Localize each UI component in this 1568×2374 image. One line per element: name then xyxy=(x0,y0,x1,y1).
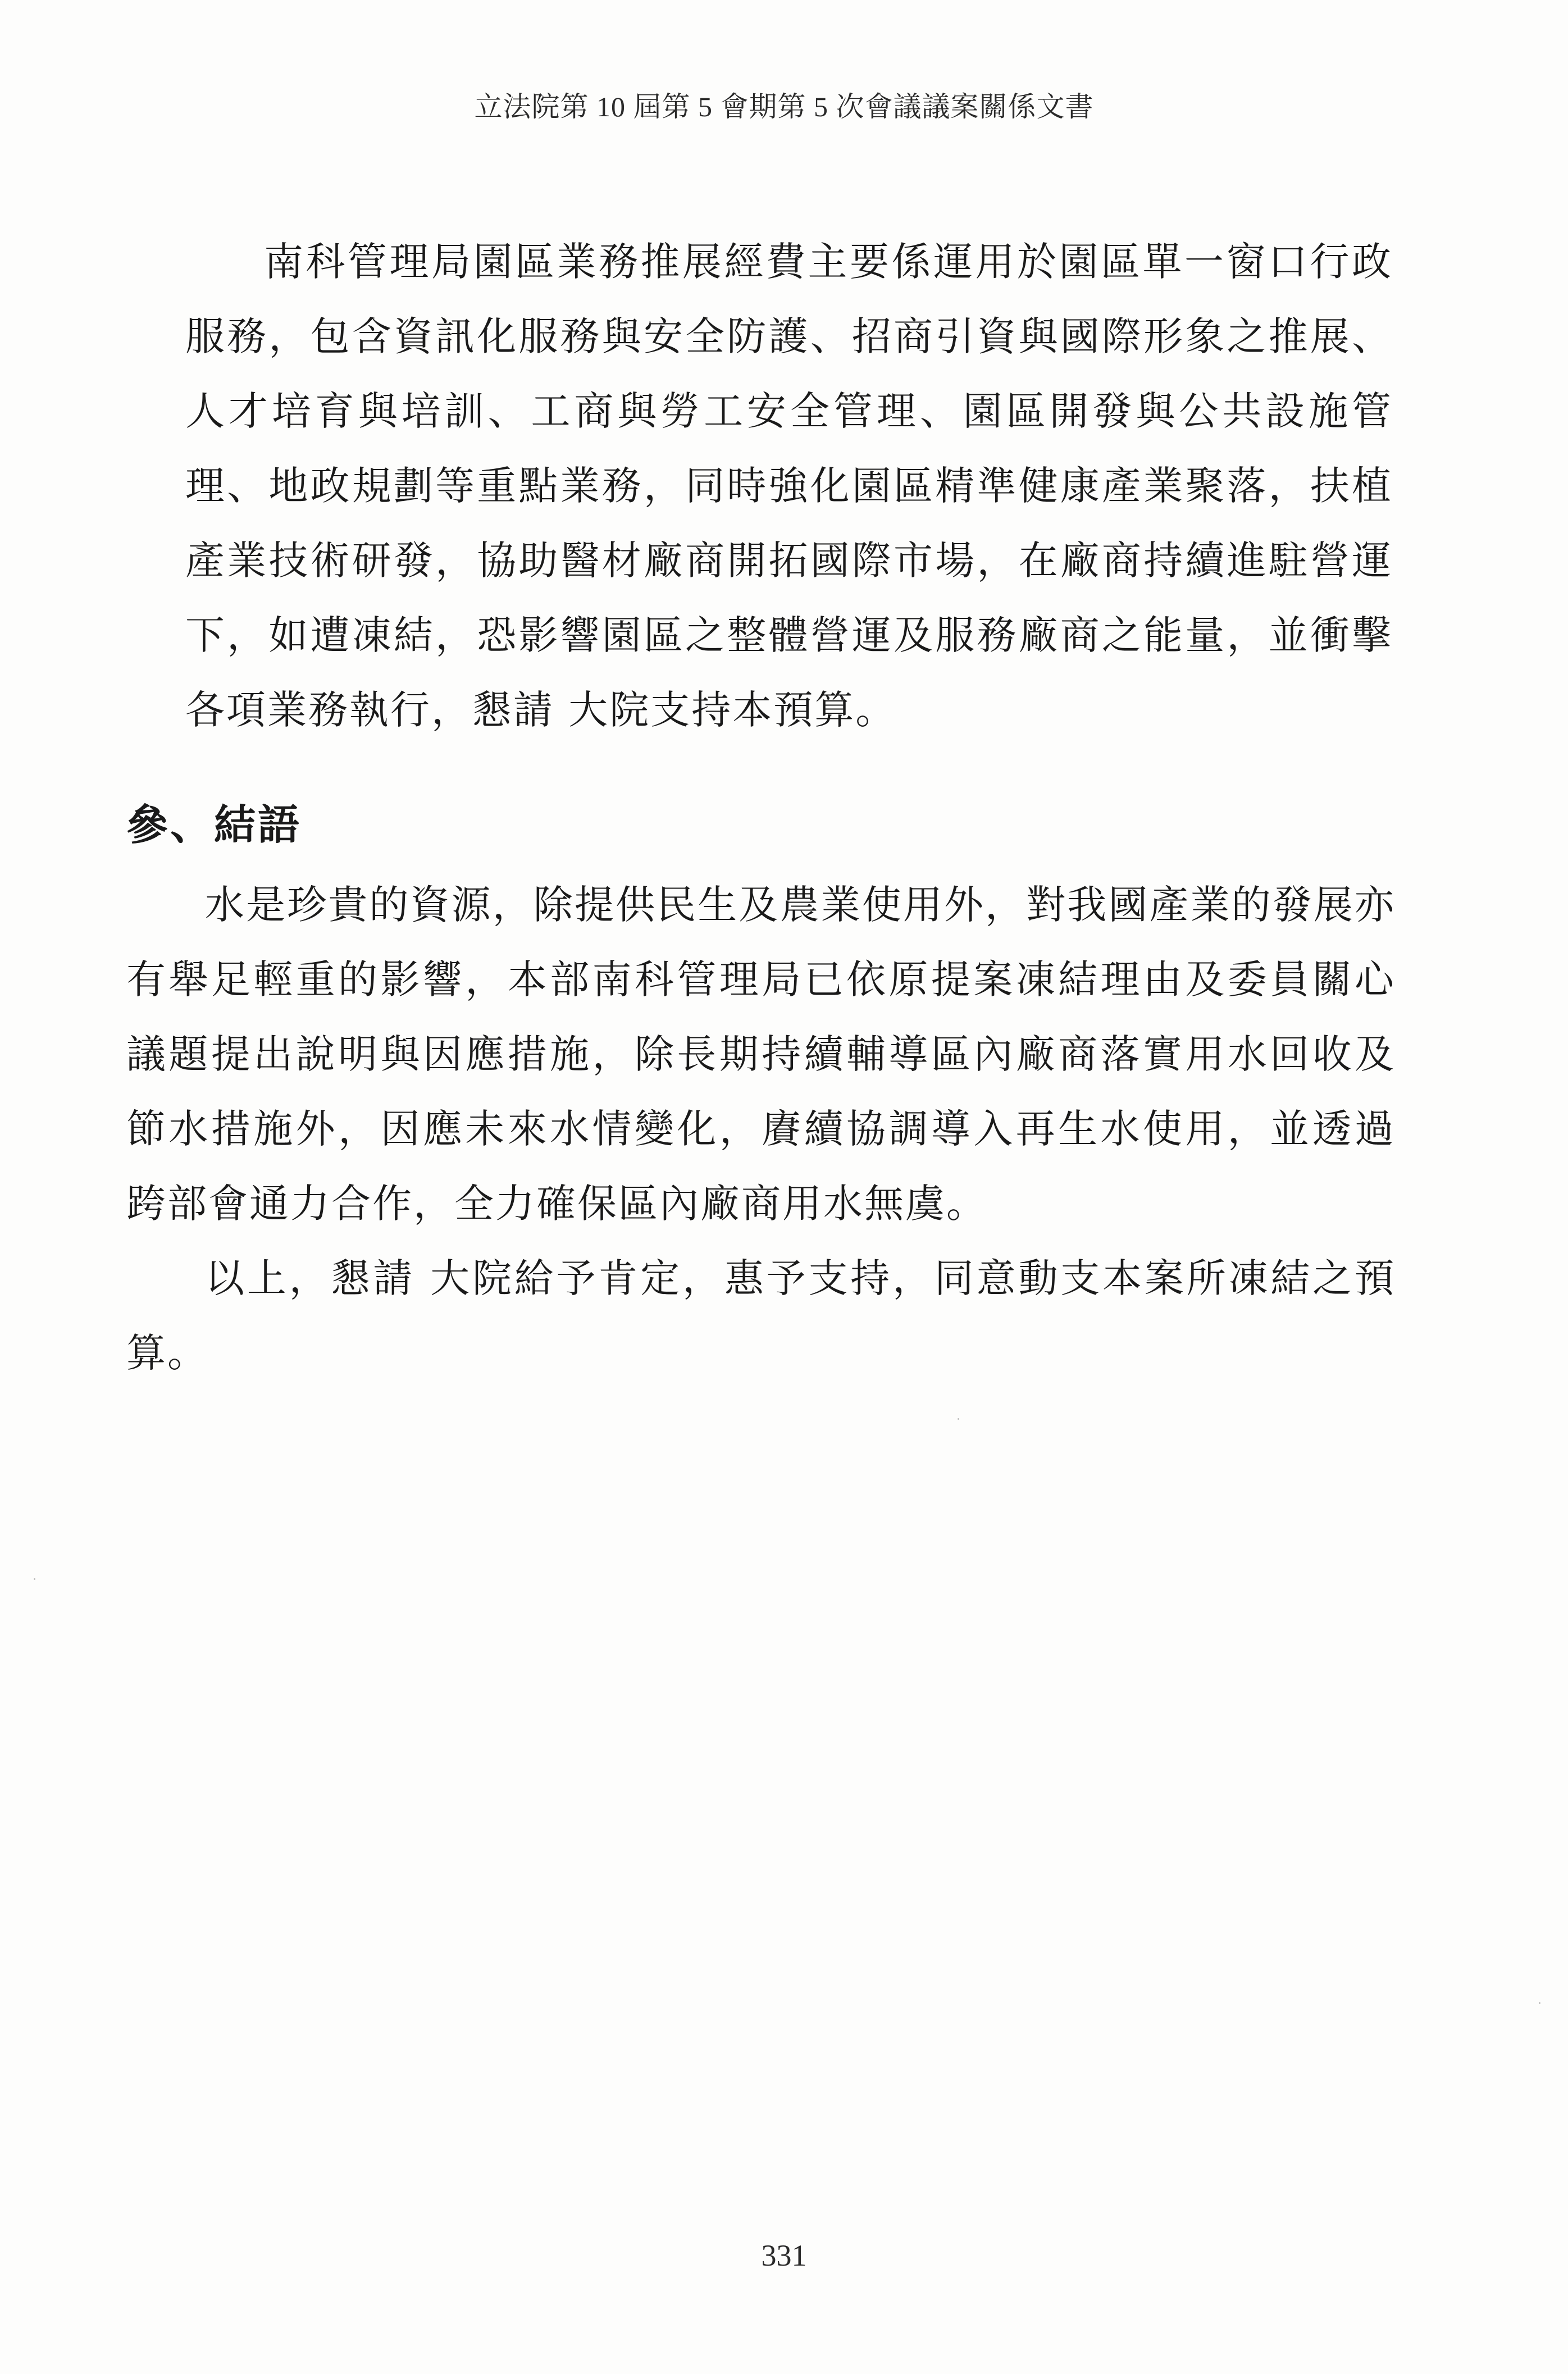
budget-paragraph: 南科管理局園區業務推展經費主要係運用於園區單一窗口行政服務，包含資訊化服務與安全防護、招商引資與國際形象之推展、人才培育與培訓、工商與勞工安全管理、園區開發與公共設施管理、地政規劃等重點業務，同時強化園區精準健康產業聚落，扶植產業技術研發，協助醫材廠商開拓國際市場，在廠商持續進駐營運下，如遭凍結，恐影響園區之整體營運及服務廠商之能量，並衝擊各項業務執行，懇請 大院支持本預算。 xyxy=(185,239,1393,733)
scan-speck xyxy=(1539,2002,1540,2004)
conclusion-paragraph-request: 以上，懇請 大院給予肯定，惠予支持，同意動支本案所凍結之預算。 xyxy=(126,1255,1396,1376)
scan-speck xyxy=(958,1418,959,1420)
conclusion-heading: 參、結語 xyxy=(126,801,302,849)
conclusion-section xyxy=(126,868,1396,1391)
running-header: 立法院第 10 屆第 5 會期第 5 次會議議案關係文書 xyxy=(474,91,1094,122)
budget-section xyxy=(185,225,1393,748)
scan-speck xyxy=(34,1578,35,1580)
page-number: 331 xyxy=(761,2239,807,2272)
conclusion-paragraph-water: 水是珍貴的資源，除提供民生及農業使用外，對我國產業的發展亦有舉足輕重的影響，本部南科管理局已依原提案凍結理由及委員關心議題提出說明與因應措施，除長期持續輔導區內廠商落實用水回收及節水措施外，因應未來水情變化，賡續協調導入再生水使用，並透過跨部會通力合作，全力確保區內廠商用水無虞。 xyxy=(126,882,1396,1227)
